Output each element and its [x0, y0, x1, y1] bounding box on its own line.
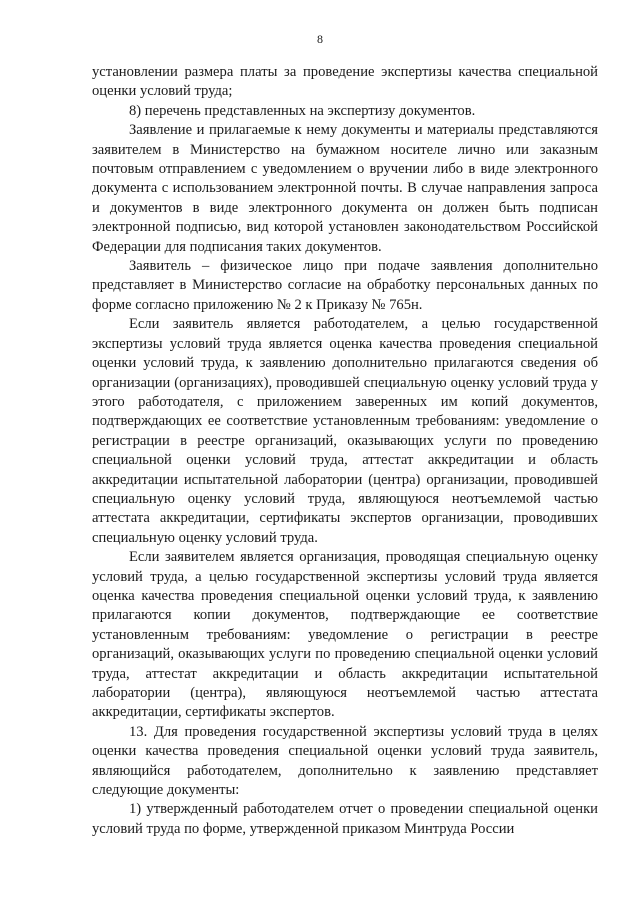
- paragraph-fee-continuation: установлении размера платы за проведение экспертизы качества специальной оценки условий труда;: [92, 64, 598, 100]
- paragraph-item-1: 1) утвержденный работодателем отчет о проведении специальной оценки условий труда по форме, утвержденной приказом Минтруда России: [92, 801, 598, 837]
- page-number: 8: [317, 32, 323, 46]
- paragraph-employer-applicant: Если заявитель является работодателем, а целью государственной экспертизы условий труда является оценка качества проведения специальной оценки условий труда, к заявлению дополнительно прилагаются сведения об организации (организациях), проводившей специальную оценку условий труда у этого работодателя, с приложением заверенных им копий документов, подтверждающих ее соответствие установленным требованиям: уведомление о регистрации в реестре организаций, оказывающих услуги по проведению специальной оценки условий труда, аттестат аккредитации и область аккредитации испытательной лаборатории (центра) организации, проводившей специальную оценку условий труда, являющуюся неотъемлемой частью аттестата аккредитации, сертификаты экспертов организации, проводивших специальную оценку условий труда.: [92, 316, 598, 546]
- paragraph-section-13: 13. Для проведения государственной экспертизы условий труда в целях оценки качества проведения специальной оценки условий труда заявитель, являющийся работодателем, дополнительно к заявлению представляет следующие документы:: [92, 723, 598, 799]
- document-body: [92, 63, 598, 839]
- paragraph-organization-applicant: Если заявителем является организация, проводящая специальную оценку условий труда, а целью государственной экспертизы условий труда является оценка качества проведения специальной оценки условий труда, к заявлению прилагаются копии документов, подтверждающие ее соответствие установленным требованиям: уведомление о регистрации в реестре организаций, оказывающих услуги по проведению специальной оценки условий труда, аттестат аккредитации и область аккредитации испытательной лаборатории (центра), являющуюся неотъемлемой частью аттестата аккредитации, сертификаты экспертов.: [92, 549, 598, 721]
- paragraph-submission-method: Заявление и прилагаемые к нему документы и материалы представляются заявителем в Министерство на бумажном носителе лично или заказным почтовым отправлением с уведомлением о вручении либо в виде электронного документа с использованием электронной почты. В случае направления запроса и документов в виде электронного документа он должен быть подписан электронной подписью, вид которой установлен законодательством Российской Федерации для подписания таких документов.: [92, 122, 598, 255]
- paragraph-personal-data-consent: Заявитель – физическое лицо при подаче заявления дополнительно представляет в Министерство согласие на обработку персональных данных по форме согласно приложению № 2 к Приказу № 765н.: [92, 258, 598, 313]
- paragraph-item-8: 8) перечень представленных на экспертизу документов.: [129, 102, 476, 119]
